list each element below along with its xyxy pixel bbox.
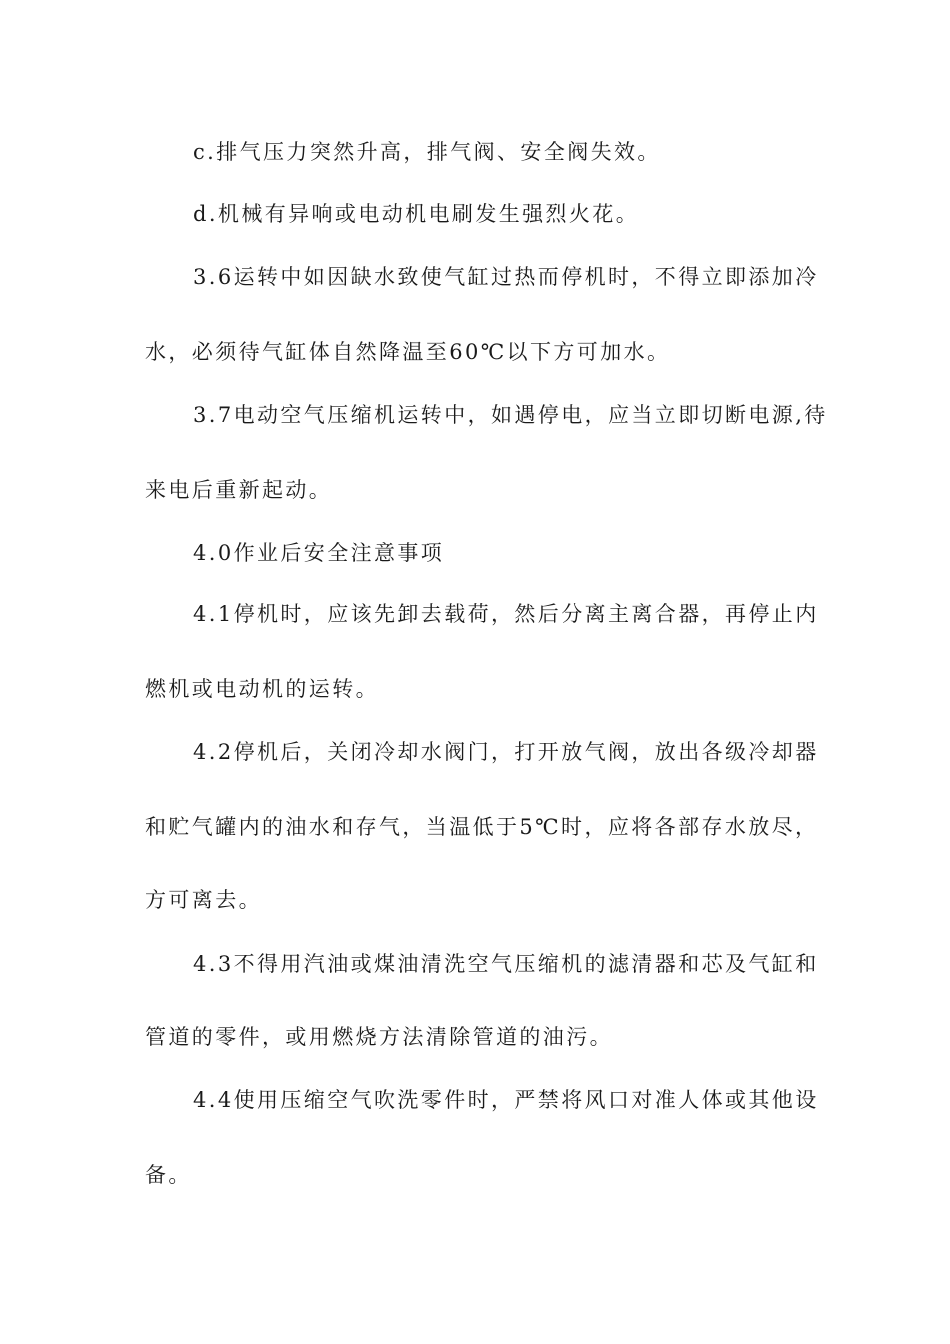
paragraph-line: 4.3不得用汽油或煤油清洗空气压缩机的滤清器和芯及气缸和 [193,952,819,976]
paragraph-line: 方可离去。 [145,888,262,912]
paragraph-line: 3.6运转中如因缺水致使气缸过热而停机时，不得立即添加冷 [193,265,819,289]
paragraph-line: 水，必须待气缸体自然降温至60℃以下方可加水。 [145,340,671,364]
paragraph-line: 4.4使用压缩空气吹洗零件时，严禁将风口对准人体或其他设 [193,1088,819,1112]
paragraph-line: 燃机或电动机的运转。 [145,677,379,701]
paragraph-line: 备。 [145,1163,192,1187]
paragraph-line: 4.2停机后，关闭冷却水阀门，打开放气阀，放出各级冷却器 [193,740,819,764]
paragraph-line: 4.1停机时，应该先卸去载荷，然后分离主离合器，再停止内 [193,602,819,626]
paragraph-line: 管道的零件，或用燃烧方法清除管道的油污。 [145,1025,613,1049]
paragraph-line: 3.7电动空气压缩机运转中，如遇停电，应当立即切断电源,待 [193,403,828,427]
paragraph-line: c.排气压力突然升高，排气阀、安全阀失效。 [193,140,661,164]
paragraph-line: 来电后重新起动。 [145,478,333,502]
paragraph-line: 和贮气罐内的油水和存气，当温低于5℃时，应将各部存水放尽， [145,815,819,839]
paragraph-line: d.机械有异响或电动机电刷发生强烈火花。 [193,202,640,226]
section-heading: 4.0作业后安全注意事项 [193,541,445,565]
